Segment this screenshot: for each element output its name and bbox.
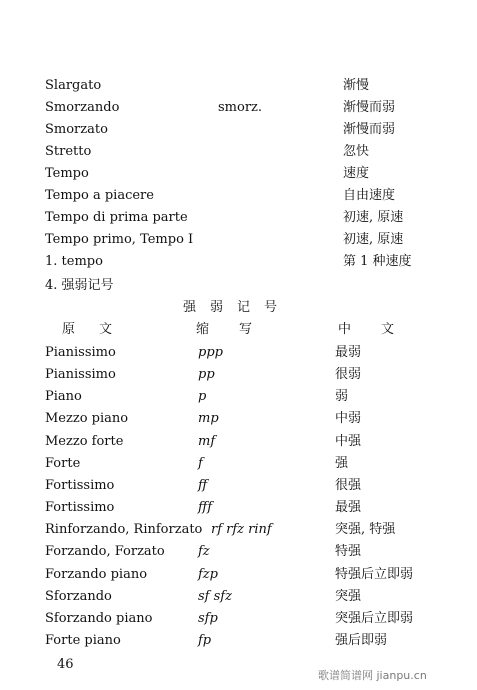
meaning: 忽快 (343, 144, 370, 159)
term: Forzando piano (45, 567, 148, 582)
abbreviation: ppp (198, 345, 223, 360)
table-row (0, 630, 477, 652)
meaning: 第 1 种速度 (343, 254, 412, 269)
term: Smorzando (45, 100, 120, 115)
meaning: 特强后立即弱 (335, 567, 414, 582)
list-item (0, 251, 477, 273)
table-row (0, 541, 477, 563)
meaning: 强后即弱 (335, 633, 388, 648)
table-row (0, 386, 477, 408)
meaning: 初速, 原速 (343, 232, 404, 247)
section-heading: 4. 强弱记号 (45, 278, 114, 293)
meaning: 中强 (335, 434, 362, 449)
meaning: 渐慢而弱 (343, 100, 396, 115)
table-row (0, 586, 477, 608)
table-row (0, 497, 477, 519)
meaning: 渐慢而弱 (343, 122, 396, 137)
term: Forzando, Forzato (45, 544, 165, 559)
abbreviation: pp (198, 367, 215, 382)
table-row (0, 519, 477, 541)
term: Fortissimo (45, 500, 115, 515)
page-number: 46 (57, 657, 74, 672)
term: Fortissimo (45, 478, 115, 493)
meaning: 最强 (335, 500, 362, 515)
term: Pianissimo (45, 367, 116, 382)
table-title-text: 强弱记号 (183, 300, 292, 315)
term: Stretto (45, 144, 92, 159)
term: Slargato (45, 78, 102, 93)
table-row (0, 431, 477, 453)
abbreviation: fff (198, 500, 213, 515)
list-item (0, 97, 477, 119)
table-row (0, 364, 477, 386)
term: Tempo primo, Tempo I (45, 232, 194, 247)
header-abbreviation: 缩写 (196, 322, 283, 337)
table-row (0, 408, 477, 430)
term: Tempo di prima parte (45, 210, 188, 225)
header-original: 原文 (62, 322, 137, 337)
header-chinese: 中文 (338, 322, 425, 337)
meaning: 很强 (335, 478, 362, 493)
meaning: 中弱 (335, 411, 362, 426)
meaning: 速度 (343, 166, 370, 181)
term: Smorzato (45, 122, 108, 137)
abbreviation: sfp (198, 611, 218, 626)
table-row (0, 564, 477, 586)
term: Tempo (45, 166, 89, 181)
abbreviation: f (198, 456, 203, 471)
list-item (0, 119, 477, 141)
term: 1. tempo (45, 254, 103, 269)
list-item (0, 207, 477, 229)
term: Rinforzando, Rinforzato (45, 522, 203, 537)
meaning: 渐慢 (343, 78, 370, 93)
table-row (0, 608, 477, 630)
term: Sforzando piano (45, 611, 153, 626)
watermark: 歌谱简谱网 jianpu.cn (318, 669, 427, 682)
term: Mezzo piano (45, 411, 129, 426)
term: Forte piano (45, 633, 121, 648)
table-row (0, 453, 477, 475)
abbreviation: rf rfz rinf (211, 522, 272, 537)
meaning: 突强后立即弱 (335, 611, 414, 626)
abbreviation: smorz. (218, 100, 263, 115)
list-item (0, 75, 477, 97)
meaning: 特强 (335, 544, 362, 559)
abbreviation: fz (198, 544, 210, 559)
term: Tempo a piacere (45, 188, 154, 203)
list-item (0, 141, 477, 163)
table-row (0, 342, 477, 364)
term: Forte (45, 456, 81, 471)
term: Sforzando (45, 589, 112, 604)
meaning: 弱 (335, 389, 349, 404)
abbreviation: mf (198, 434, 216, 449)
abbreviation: fzp (198, 567, 218, 582)
meaning: 自由速度 (343, 188, 396, 203)
term: Mezzo forte (45, 434, 124, 449)
abbreviation: fp (198, 633, 212, 648)
meaning: 突强 (335, 589, 362, 604)
term: Pianissimo (45, 345, 116, 360)
abbreviation: mp (198, 411, 219, 426)
meaning: 突强, 特强 (335, 522, 396, 537)
list-item (0, 163, 477, 185)
list-item (0, 185, 477, 207)
table-row (0, 475, 477, 497)
meaning: 很弱 (335, 367, 362, 382)
meaning: 初速, 原速 (343, 210, 404, 225)
meaning: 最弱 (335, 345, 362, 360)
list-item (0, 229, 477, 251)
term: Piano (45, 389, 82, 404)
meaning: 强 (335, 456, 349, 471)
abbreviation: sf sfz (198, 589, 232, 604)
abbreviation: p (198, 389, 207, 404)
abbreviation: ff (198, 478, 208, 493)
